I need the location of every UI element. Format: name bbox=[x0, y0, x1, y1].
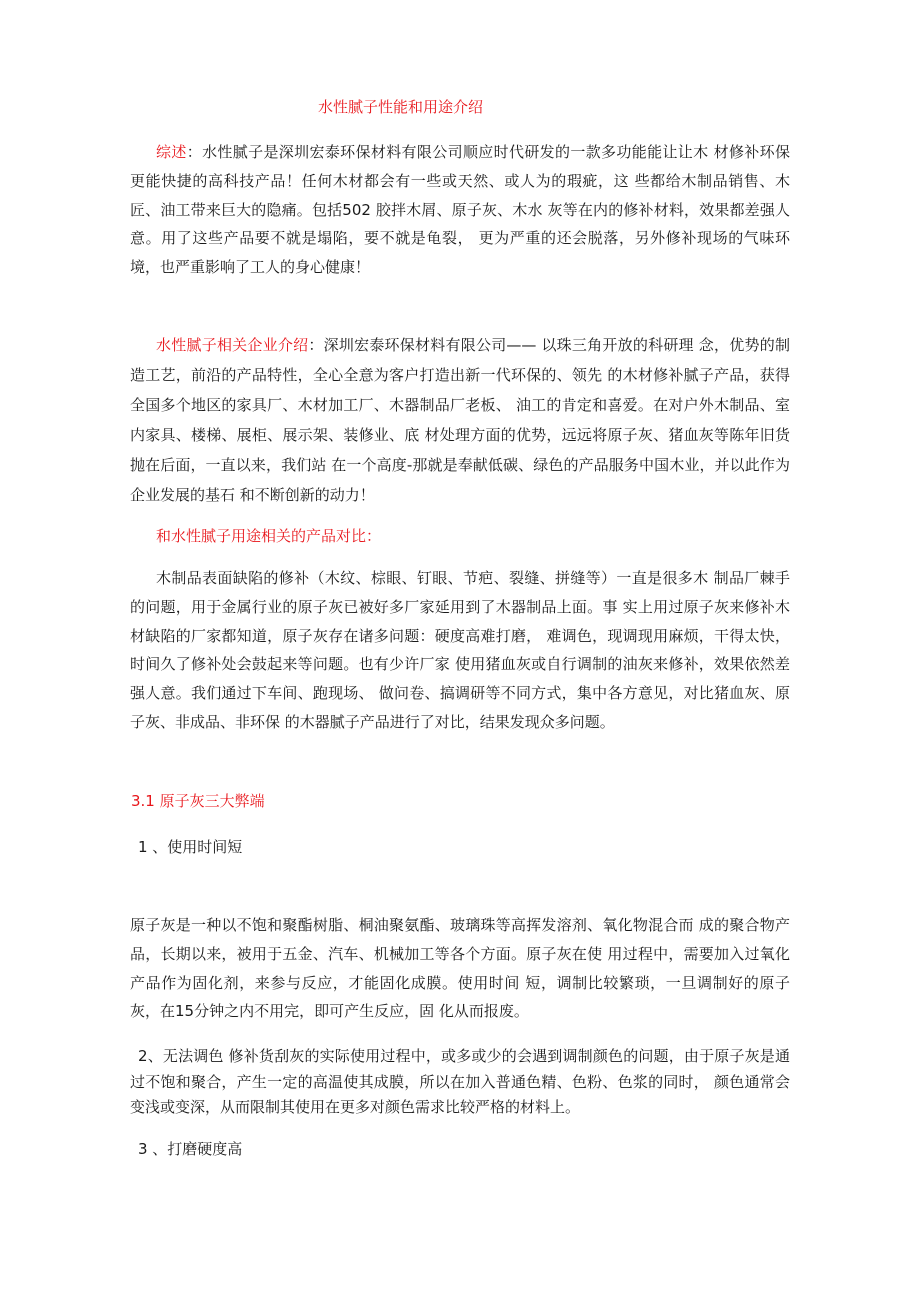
comparison-paragraph: 木制品表面缺陷的修补（木纹、棕眼、钉眼、节疤、裂缝、拼缝等）一直是很多木 制品厂棘手的问题，用于金属行业的原子灰已被好多厂家延用到了木器制品上面。事 实上用过原子灰来修补木材缺陷的厂家都知道，原子灰存在诸多问题：硬度高难打磨， 难调色，现调现用麻烦，干得太快，时间久了修补处会鼓起来等问题。也有少许厂家 使用猪血灰或自行调制的油灰来修补，效果依然差强人意。我们通过下车间、跑现场、 做问卷、搞调研等不同方式，集中各方意见，对比猪血灰、原子灰、非成品、非环保 的木器腻子产品进行了对比，结果发现众多问题。 bbox=[130, 569, 790, 731]
company-label: 水性腻子相关企业介绍 bbox=[156, 336, 309, 354]
company-text: 深圳宏泰环保材料有限公司—— 以珠三角开放的科研理 念，优势的制造工艺，前沿的产品特性，全心全意为客户打造出新一代环保的、领先 的木材修补腻子产品，获得全国多个地区的家具厂、木材加工厂、木器制品厂老板、 油工的肯定和喜爱。在对户外木制品、室内家具、楼梯、展柜、展示架、装修业、底 材处理方面的优势，远远将原子灰、猪血灰等陈年旧货抛在后面，一直以来，我们站 在一个高度-那就是奉献低碳、绿色的产品服务中国木业，并以此作为企业发展的基石 和不断创新的动力！ bbox=[130, 336, 790, 504]
list-item-3: 3 、打磨硬度高 bbox=[138, 1140, 243, 1158]
document-title: 水性腻子性能和用途介绍 bbox=[318, 98, 484, 116]
overview-paragraph bbox=[130, 138, 790, 282]
list-item-1: 1 、使用时间短 bbox=[138, 838, 243, 856]
section-heading: 3.1 原子灰三大弊端 bbox=[131, 792, 265, 810]
comparison-heading: 和水性腻子用途相关的产品对比： bbox=[156, 527, 382, 545]
item1-paragraph: 原子灰是一种以不饱和聚酯树脂、桐油聚氨酯、玻璃珠等高挥发溶剂、氧化物混合而 成的聚合物产品，长期以来，被用于五金、汽车、机械加工等各个方面。原子灰在使 用过程中，需要加入过氧化产品作为固化剂，来参与反应，才能固化成膜。使用时间 短，调制比较繁琐，一旦调制好的原子灰，在15分钟之内不用完，即可产生反应，固 化从而报废。 bbox=[130, 916, 790, 1021]
item2-paragraph: 2、无法调色 修补货刮灰的实际使用过程中，或多或少的会遇到调制颜色的问题，由于原子灰是通 过不饱和聚合，产生一定的高温使其成膜，所以在加入普通色精、色粉、色浆的同时， 颜色通常会变浅或变深，从而限制其使用在更多对颜色需求比较严格的材料上。 bbox=[130, 1047, 790, 1116]
company-colon: ： bbox=[308, 336, 324, 354]
overview-text: 水性腻子是深圳宏泰环保材料有限公司顺应时代研发的一款多功能能让让木 材修补环保更能快捷的高科技产品！任何木材都会有一些或天然、或人为的瑕疵，这 些都给木制品销售、木匠、油工带来巨大的隐痛。包括502 胶拌木屑、原子灰、木水 灰等在内的修补材料，效果都差强人意。用了这些产品要不就是塌陷，要不就是龟裂， 更为严重的还会脱落，另外修补现场的气味环境，也严重影响了工人的身心健康！ bbox=[130, 143, 790, 277]
overview-label: 综述 bbox=[156, 143, 187, 161]
company-paragraph bbox=[130, 330, 790, 510]
overview-colon: ： bbox=[186, 143, 203, 161]
